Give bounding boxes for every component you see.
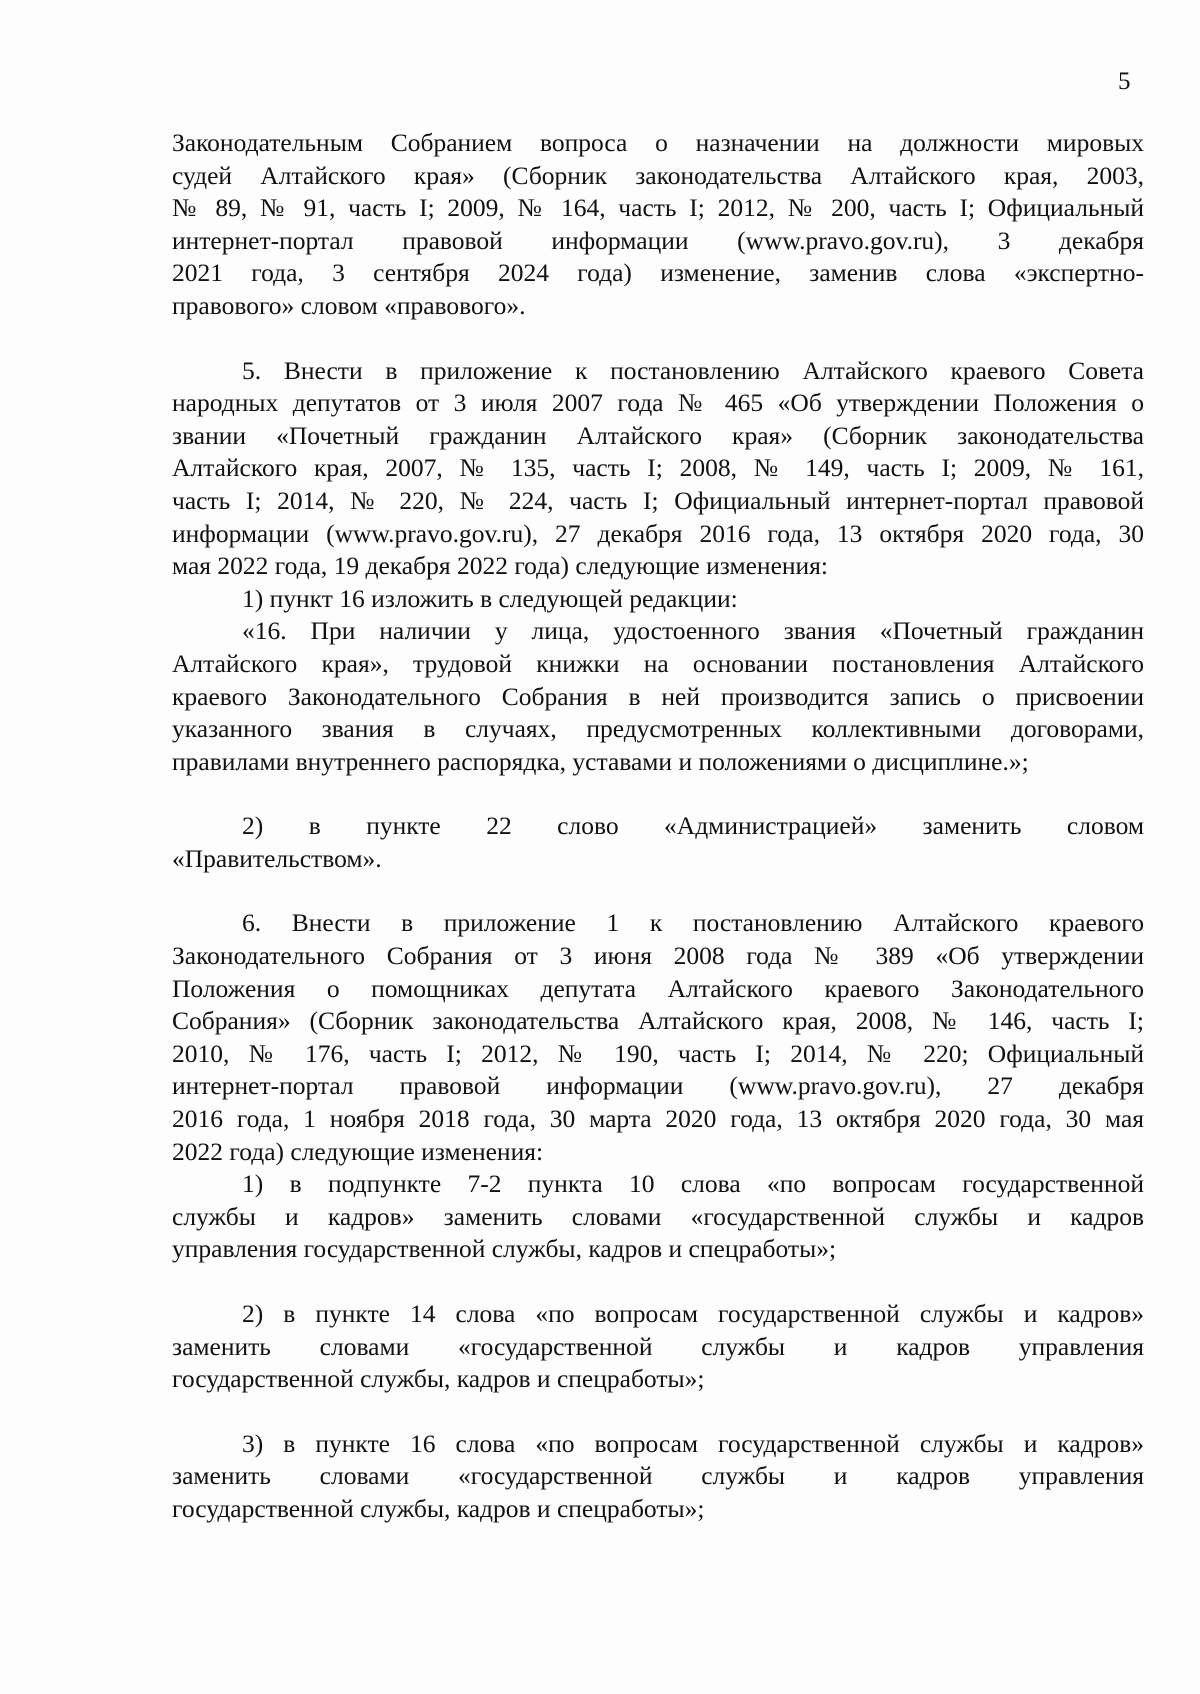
text-line: указанного звания в случаях, предусмотренных коллективными договорами,: [172, 714, 1144, 744]
paragraph-subitem-1: [172, 583, 1144, 616]
text-line: 1) в подпункте 7-2 пункта 10 слова «по вопросам государственной: [242, 1169, 1144, 1199]
paragraph-item-6-subitem-1: [172, 1168, 1144, 1266]
text-line: 2016 года, 1 ноября 2018 года, 30 марта 2020 года, 13 октября 2020 года, 30 мая: [172, 1104, 1144, 1134]
text-line: «16. При наличии у лица, удостоенного звания «Почетный гражданин: [242, 616, 1144, 646]
text-line: службы и кадров» заменить словами «государственной службы и кадров: [172, 1201, 1144, 1231]
text-line: часть I; 2014, № 220, № 224, часть I; Официальный интернет-портал правовой: [172, 485, 1144, 515]
text-line: Законодательным Собранием вопроса о назначении на должности мировых: [172, 128, 1144, 157]
text-line: 2) в пункте 22 слово «Администрацией» заменить словом: [242, 811, 1144, 841]
paragraph-item-6-subitem-2: [172, 1298, 1144, 1396]
text-line: государственной службы, кадров и спецработы»;: [172, 1493, 705, 1523]
paragraph-quote-16: [172, 615, 1144, 778]
text-line: 2021 года, 3 сентября 2024 года) изменение, заменив слова «экспертно-: [172, 258, 1144, 288]
text-line: правового» словом «правового».: [172, 290, 526, 320]
text-line: управления государственной службы, кадров и спецработы»;: [172, 1234, 837, 1264]
text-line: интернет-портал правовой информации (www.pravo.gov.ru), 3 декабря: [172, 225, 1144, 255]
text-line: Алтайского края», трудовой книжки на основании постановления Алтайского: [172, 648, 1144, 678]
text-line: Алтайского края, 2007, № 135, часть I; 2008, № 149, часть I; 2009, № 161,: [172, 453, 1144, 483]
text-line: народных депутатов от 3 июля 2007 года № 465 «Об утверждении Положения о: [172, 388, 1144, 418]
page-number: 5: [1118, 68, 1131, 95]
document-body: [172, 127, 1144, 1526]
paragraph-item-5: [172, 355, 1144, 583]
text-line: 2022 года) следующие изменения:: [172, 1136, 544, 1166]
text-line: государственной службы, кадров и спецработы»;: [172, 1364, 705, 1394]
paragraph-continuation: [172, 127, 1144, 323]
text-line: 2) в пункте 14 слова «по вопросам государственной службы и кадров»: [242, 1299, 1144, 1328]
text-line: краевого Законодательного Собрания в ней производится запись о присвоении: [172, 681, 1144, 711]
paragraph-subitem-2: [172, 810, 1144, 875]
text-line: информации (www.pravo.gov.ru), 27 декабря 2016 года, 13 октября 2020 года, 30: [172, 518, 1144, 548]
text-line: Собрания» (Сборник законодательства Алтайского края, 2008, № 146, часть I;: [172, 1006, 1144, 1036]
text-line: заменить словами «государственной службы и кадров управления: [172, 1331, 1144, 1361]
text-line: Законодательного Собрания от 3 июня 2008 года № 389 «Об утверждении: [172, 941, 1144, 971]
text-line: звании «Почетный гражданин Алтайского края» (Сборник законодательства: [172, 420, 1144, 450]
text-line: правилами внутреннего распорядка, уставами и положениями о дисциплине.»;: [172, 746, 1029, 776]
text-line: судей Алтайского края» (Сборник законодательства Алтайского края, 2003,: [172, 160, 1144, 190]
text-line: № 89, № 91, часть I; 2009, № 164, часть I; 2012, № 200, часть I; Официальный: [172, 193, 1144, 223]
text-line: 2010, № 176, часть I; 2012, № 190, часть I; 2014, № 220; Официальный: [172, 1038, 1144, 1068]
text-line: мая 2022 года, 19 декабря 2022 года) следующие изменения:: [172, 551, 828, 581]
text-line: заменить словами «государственной службы и кадров управления: [172, 1461, 1144, 1491]
text-line: 6. Внести в приложение 1 к постановлению Алтайского краевого: [242, 908, 1144, 938]
text-line: Положения о помощниках депутата Алтайского краевого Законодательного: [172, 973, 1144, 1003]
text-line: 5. Внести в приложение к постановлению Алтайского краевого Совета: [242, 355, 1144, 385]
text-line: 1) пункт 16 изложить в следующей редакции:: [242, 583, 738, 613]
paragraph-item-6-subitem-3: [172, 1428, 1144, 1526]
text-line: интернет-портал правовой информации (www.pravo.gov.ru), 27 декабря: [172, 1071, 1144, 1101]
paragraph-item-6: [172, 907, 1144, 1168]
text-line: «Правительством».: [172, 843, 382, 873]
text-line: 3) в пункте 16 слова «по вопросам государственной службы и кадров»: [242, 1428, 1144, 1458]
